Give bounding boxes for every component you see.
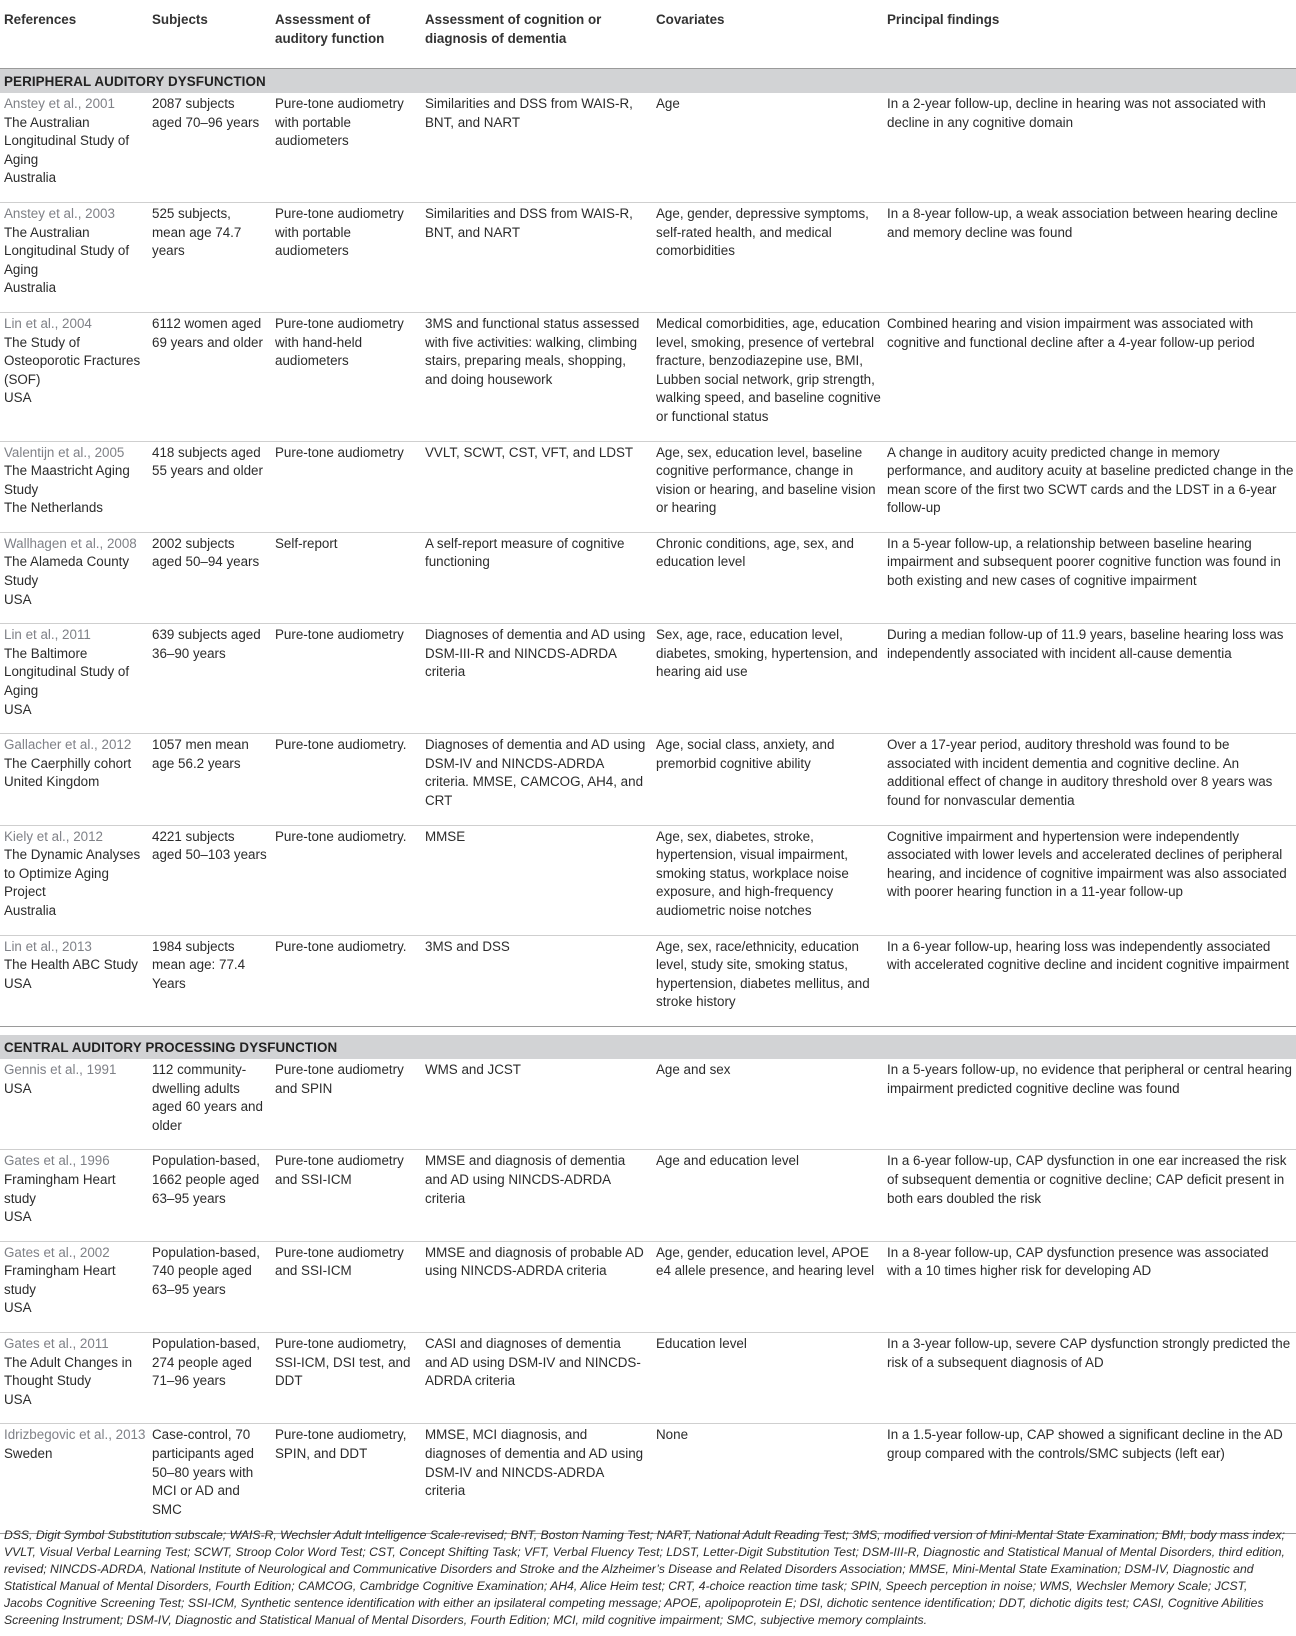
cell-reference [0,935,152,1026]
section-title [0,1035,1296,1059]
study-name-line: USA [4,591,32,607]
cell-cognition-assessment: Diagnoses of dementia and AD using DSM-III-R and NINCDS-ADRDA criteria [425,627,646,680]
header-references: References [4,12,77,27]
spacer-cell [0,1026,1296,1035]
study-name-line: Aging [4,683,39,699]
cell-principal-findings: In a 3-year follow-up, severe CAP dysfunction strongly predicted the risk of a subsequent diagnosis of AD [887,1336,1291,1370]
cell-subjects: Population-based, 274 people aged 71–96 years [152,1336,260,1389]
reference-citation-link[interactable]: Lin et al., 2011 [4,627,91,643]
cell-reference [0,441,152,532]
study-name-line: United Kingdom [4,774,100,790]
study-name-line: The Netherlands [4,500,103,516]
study-name-line: study [4,1281,37,1297]
cell-reference [0,1150,152,1241]
table-footnote: DSS, Digit Symbol Substitution subscale; WAIS-R, Wechsler Adult Intelligence Scale-revised; BNT, Boston Naming Test; NART, National Adult Reading Test; 3MS, modified version of Mini-Mental State Examination; BMI, body mass index; VVLT, Visual Verbal Learning Test; SCWT, Stroop Color Word Test; CST, Concept Shifting Task; VFT, Verbal Fluency Test; LDST, Letter-Digit Substitution Test; DSM-III-R, Diagnostic and Statistical Manual of Mental Disorders, third edition, revised; NINCDS-ADRDA, National Institute of Neurological and Communicative Disorders and Stroke and the Alzheimer’s Disease and Related Disorders Association; MMSE, Mini-Mental State Examination; DSM-IV, Diagnostic and Statistical Manual of Mental Disorders, Fourth Edition; CAMCOG, Cambridge Cognitive Examination; AH4, Alice Heim test; CRT, 4-choice reaction time task; SPIN, Speech perception in noise; WMS, Wechsler Memory Scale; JCST, Jacobs Cognitive Screening Test; SSI-ICM, Synthetic sentence identification with either an ipsilateral competing message; APOE, apolipoprotein E; DSI, dichotic sentence identification; DDT, dichotic digits test; CASI, Cognitive Abilities Screening Instrument; DSM-IV, Diagnostic and Statistical Manual of Mental Disorders, Fourth Edition; MCI, mild cognitive impairment; SMC, subjective memory complaints. [4,1528,1285,1627]
cell-reference [0,1424,152,1534]
cell-principal-findings: In a 8-year follow-up, CAP dysfunction presence was associated with a 10 times higher risk for developing AD [887,1244,1269,1279]
cell-reference [0,312,152,441]
cell-subjects: Case-control, 70 participants aged 50–80 years with MCI or AD and SMC [152,1427,254,1517]
table-row [0,1424,1296,1534]
study-name-line: The Study of [4,334,80,350]
reference-citation-link[interactable]: Gates et al., 1996 [4,1153,110,1169]
table-header-row [0,0,1296,69]
section-title-text: CENTRAL AUDITORY PROCESSING DYSFUNCTION [4,1039,338,1055]
table-row [0,93,1296,202]
cell-covariates: Age, gender, depressive symptoms, self-rated health, and medical comorbidities [656,205,869,259]
cell-principal-findings: Over a 17-year period, auditory threshold was found to be associated with incident dementia and cognitive decline. An additional effect of change in auditory threshold over 8 years was found for nonvascular dementia [887,737,1273,808]
cell-cognition-assessment: CASI and diagnoses of dementia and AD using DSM-IV and NINCDS-ADRDA criteria [425,1336,641,1389]
header-cognition: Assessment of cognition or diagnosis of dementia [425,12,602,46]
cell-subjects: 418 subjects aged 55 years and older [152,444,263,479]
study-name-line: to Optimize Aging [4,865,109,881]
cell-reference [0,624,152,734]
study-name-line: study [4,1190,37,1206]
header-subjects: Subjects [152,12,208,27]
study-name-line: Osteoporotic Fractures [4,353,141,369]
cell-auditory-assessment: Pure-tone audiometry [275,444,404,460]
study-name-line: Aging [4,261,39,277]
table-body [0,69,1296,1534]
cell-covariates: None [656,1427,689,1443]
study-name-line: Sweden [4,1446,53,1462]
cell-cognition-assessment: 3MS and DSS [425,938,510,954]
section-header-row [0,69,1296,94]
reference-citation-link[interactable]: Kiely et al., 2012 [4,828,104,844]
cell-auditory-assessment: Pure-tone audiometry. [275,828,407,844]
cell-cognition-assessment: MMSE and diagnosis of dementia and AD using NINCDS-ADRDA criteria [425,1153,626,1206]
cell-auditory-assessment: Pure-tone audiometry with hand-held audiometers [275,315,404,369]
study-name-line: The Adult Changes in [4,1354,133,1370]
cell-subjects: 6112 women aged 69 years and older [152,315,263,350]
cell-reference [0,734,152,825]
cell-principal-findings: In a 5-year follow-up, a relationship between baseline hearing impairment and subsequent poorer cognitive function was found in both existing and new cases of cognitive impairment [887,535,1281,589]
cell-principal-findings: In a 6-year follow-up, CAP dysfunction in one ear increased the risk of subsequent dementia or cognitive decline; CAP deficit present in both ears doubled the risk [887,1153,1287,1206]
reference-citation-link[interactable]: Valentijn et al., 2005 [4,444,125,460]
cell-principal-findings: During a median follow-up of 11.9 years, baseline hearing loss was independently associated with incident all-cause dementia [887,627,1284,661]
cell-covariates: Age, sex, education level, baseline cognitive performance, change in vision or hearing, and baseline vision or hearing [656,444,876,516]
header-findings: Principal findings [887,12,1000,27]
table-row [0,441,1296,532]
reference-citation-link[interactable]: Anstey et al., 2001 [4,96,115,111]
cell-cognition-assessment: MMSE [425,828,466,844]
study-name-line: USA [4,1391,32,1407]
cell-covariates: Age, gender, education level, APOE e4 allele presence, and hearing level [656,1244,875,1279]
reference-citation-link[interactable]: Idrizbegovic et al., 2013 [4,1427,146,1443]
cell-subjects: 2087 subjects aged 70–96 years [152,96,260,130]
cell-covariates: Age, sex, race/ethnicity, education level, study site, smoking status, hypertension, diabetes mellitus, and stroke history [656,938,870,1010]
cell-covariates: Chronic conditions, age, sex, and education level [656,535,855,570]
cell-principal-findings: In a 2-year follow-up, decline in hearing was not associated with decline in any cognitive domain [887,96,1266,130]
reference-citation-link[interactable]: Gallacher et al., 2012 [4,737,132,753]
cell-cognition-assessment: Similarities and DSS from WAIS-R, BNT, and NART [425,205,633,240]
table-row [0,734,1296,825]
cell-subjects: 1057 men mean age 56.2 years [152,737,249,771]
study-name-line: Framingham Heart [4,1171,116,1187]
cell-principal-findings: In a 5-years follow-up, no evidence that peripheral or central hearing impairment predicted cognitive decline was found [887,1061,1292,1096]
cell-reference [0,1059,152,1150]
table-row [0,1241,1296,1332]
study-name-line: USA [4,1080,32,1096]
table-row [0,1333,1296,1424]
cell-cognition-assessment: VVLT, SCWT, CST, VFT, and LDST [425,444,634,460]
reference-citation-link[interactable]: Gennis et al., 1991 [4,1061,117,1077]
study-name-line: The Caerphilly cohort [4,755,132,771]
cell-auditory-assessment: Pure-tone audiometry and SPIN [275,1061,404,1096]
cell-auditory-assessment: Pure-tone audiometry with portable audiometers [275,205,404,259]
header-auditory: Assessment of auditory function [275,12,385,46]
section-title-text: PERIPHERAL AUDITORY DYSFUNCTION [4,74,266,89]
study-name-line: The Baltimore [4,645,88,661]
cell-covariates: Sex, age, race, education level, diabetes, smoking, hypertension, and hearing aid use [656,627,878,680]
cell-principal-findings: In a 6-year follow-up, hearing loss was independently associated with accelerated cognitive decline and incident cognitive impairment [887,938,1289,973]
section-spacer [0,1026,1296,1035]
study-name-line: The Australian [4,114,90,130]
cell-cognition-assessment: A self-report measure of cognitive functioning [425,535,625,570]
study-name-line: USA [4,1209,32,1225]
cell-reference [0,202,152,312]
reference-citation-link[interactable]: Lin et al., 2013 [4,938,92,954]
study-name-line: USA [4,390,32,406]
table-row [0,825,1296,935]
study-name-line: Framingham Heart [4,1263,116,1279]
study-name-line: The Australian [4,224,90,240]
table-row [0,935,1296,1026]
study-name-line: Longitudinal Study of [4,133,130,149]
cell-principal-findings: A change in auditory acuity predicted change in memory performance, and auditory acuity at baseline predicted change in the mean score of the first two SCWT cards and the LDST in a 6-year follow-up [887,444,1294,516]
table-row [0,1059,1296,1150]
cell-cognition-assessment: Diagnoses of dementia and AD using DSM-IV and NINCDS-ADRDA criteria. MMSE, CAMCOG, AH4, and CRT [425,737,646,808]
cell-auditory-assessment: Pure-tone audiometry. [275,737,407,753]
cell-reference [0,532,152,623]
table-row [0,624,1296,734]
reference-citation-link[interactable]: Anstey et al., 2003 [4,205,115,221]
cell-covariates: Age, social class, anxiety, and premorbid cognitive ability [656,737,835,771]
table-row [0,312,1296,441]
study-name-line: Australia [4,902,57,918]
study-name-line: The Health ABC Study [4,957,138,973]
reference-citation-link[interactable]: Gates et al., 2011 [4,1336,109,1352]
cell-auditory-assessment: Pure-tone audiometry and SSI-ICM [275,1244,404,1279]
cell-auditory-assessment: Pure-tone audiometry and SSI-ICM [275,1153,404,1187]
cell-auditory-assessment: Pure-tone audiometry with portable audiometers [275,96,404,149]
cell-auditory-assessment: Pure-tone audiometry, SSI-ICM, DSI test, and DDT [275,1336,411,1389]
cell-principal-findings: In a 1.5-year follow-up, CAP showed a significant decline in the AD group compared with the controls/SMC subjects (left ear) [887,1427,1283,1462]
section-title [0,69,1296,94]
header-covariates: Covariates [656,12,725,27]
table-row [0,202,1296,312]
cell-subjects: 4221 subjects aged 50–103 years [152,828,267,863]
cell-reference [0,825,152,935]
cell-subjects: 1984 subjects mean age: 77.4 Years [152,938,246,991]
cell-subjects: 112 community-dwelling adults aged 60 years and older [152,1061,263,1133]
cell-reference [0,93,152,202]
cell-covariates: Medical comorbidities, age, education level, smoking, presence of vertebral fracture, benzodiazepine use, BMI, Lubben social network, grip strength, walking speed, and baseline cognitive or functional status [656,315,881,424]
cell-subjects: Population-based, 740 people aged 63–95 years [152,1244,260,1297]
study-name-line: USA [4,701,32,717]
section-header-row [0,1035,1296,1059]
cell-cognition-assessment: WMS and JCST [425,1061,521,1077]
cell-auditory-assessment: Pure-tone audiometry [275,627,404,643]
study-name-line: Aging [4,151,39,167]
cell-subjects: 525 subjects, mean age 74.7 years [152,205,242,259]
cell-cognition-assessment: Similarities and DSS from WAIS-R, BNT, and NART [425,96,633,130]
cell-subjects: Population-based, 1662 people aged 63–95 years [152,1153,260,1206]
cell-covariates: Age, sex, diabetes, stroke, hypertension, visual impairment, smoking status, workplace noise exposure, and high-frequency audiometric noise notches [656,828,849,918]
study-name-line: Study [4,481,39,497]
cell-reference [0,1333,152,1424]
cell-covariates: Education level [656,1336,747,1352]
study-name-line: Study [4,573,39,589]
cell-subjects: 2002 subjects aged 50–94 years [152,535,260,570]
cell-auditory-assessment: Pure-tone audiometry. [275,938,407,954]
reference-citation-link[interactable]: Lin et al., 2004 [4,315,92,331]
study-name-line: (SOF) [4,371,41,387]
cell-auditory-assessment: Self-report [275,535,338,551]
study-name-line: Project [4,884,46,900]
study-name-line: Australia [4,280,57,296]
cell-cognition-assessment: MMSE and diagnosis of probable AD using NINCDS-ADRDA criteria [425,1244,644,1279]
cell-principal-findings: In a 8-year follow-up, a weak association between hearing decline and memory decline was found [887,205,1278,240]
study-name-line: The Maastricht Aging [4,463,130,479]
cell-subjects: 639 subjects aged 36–90 years [152,627,261,661]
cell-principal-findings: Cognitive impairment and hypertension were independently associated with lower levels and accelerated declines of peripheral hearing, and incidence of cognitive impairment was also associated with poorer hearing function in a 11-year follow-up [887,828,1287,900]
table-row [0,1150,1296,1241]
cell-auditory-assessment: Pure-tone audiometry, SPIN, and DDT [275,1427,407,1462]
cell-cognition-assessment: 3MS and functional status assessed with five activities: walking, climbing stairs, preparing meals, shopping, and doing housework [425,315,640,387]
study-name-line: Longitudinal Study of [4,243,130,259]
study-name-line: Longitudinal Study of [4,664,130,680]
study-name-line: Australia [4,170,57,186]
study-name-line: USA [4,975,32,991]
reference-citation-link[interactable]: Gates et al., 2002 [4,1244,110,1260]
cell-covariates: Age [656,96,680,111]
study-name-line: The Alameda County [4,554,130,570]
cell-reference [0,1241,152,1332]
reference-citation-link[interactable]: Wallhagen et al., 2008 [4,535,137,551]
study-name-line: Thought Study [4,1373,92,1389]
study-name-line: USA [4,1300,32,1316]
study-name-line: The Dynamic Analyses [4,847,141,863]
cell-principal-findings: Combined hearing and vision impairment was associated with cognitive and functional decline after a 4-year follow-up period [887,315,1255,350]
cell-covariates: Age and education level [656,1153,799,1169]
cell-covariates: Age and sex [656,1061,731,1077]
cell-cognition-assessment: MMSE, MCI diagnosis, and diagnoses of dementia and AD using DSM-IV and NINCDS-ADRDA criteria [425,1427,644,1499]
table-row [0,532,1296,623]
